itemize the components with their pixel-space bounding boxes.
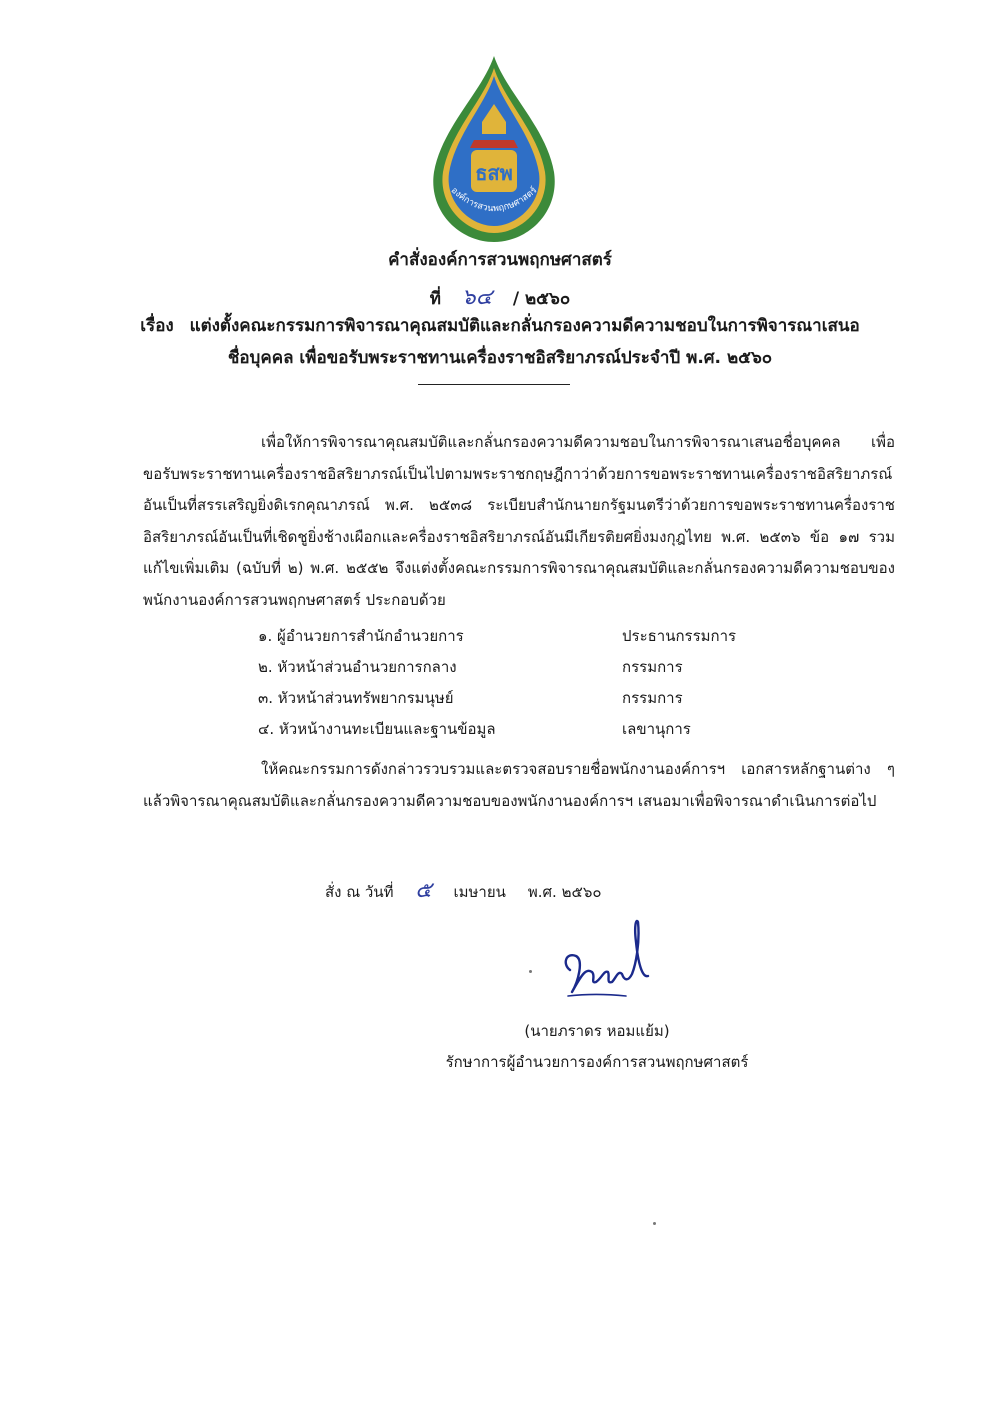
member-position: ๒. หัวหน้าส่วนอำนวยการกลาง bbox=[258, 657, 457, 676]
logo-text: องค์การสวนพฤกษศาสตร์ bbox=[448, 185, 540, 215]
document-title: คำสั่งองค์การสวนพฤกษศาสตร์ bbox=[388, 250, 612, 270]
subject-block bbox=[0, 310, 1000, 374]
ink-dot bbox=[529, 970, 532, 973]
number-prefix: ที่ bbox=[429, 289, 441, 309]
list-item bbox=[258, 651, 778, 682]
member-position: ๑. ผู้อำนวยการสำนักอำนวยการ bbox=[258, 626, 464, 645]
subject-line-1: แต่งตั้งคณะกรรมการพิจารณาคุณสมบัติและกลั่นกรองความดีความชอบในการพิจารณาเสนอ bbox=[189, 316, 860, 336]
list-item bbox=[258, 713, 778, 744]
member-role: กรรมการ bbox=[622, 688, 683, 707]
member-role: กรรมการ bbox=[622, 657, 683, 676]
svg-text:ธสพ: ธสพ bbox=[475, 161, 513, 185]
subject-label: เรื่อง bbox=[140, 316, 174, 336]
list-item bbox=[258, 682, 778, 713]
title-divider bbox=[418, 384, 570, 385]
member-role: เลขานุการ bbox=[622, 719, 691, 738]
paragraph-2-text: ให้คณะกรรมการดังกล่าวรวบรวมและตรวจสอบรายชื่อพนักงานองค์การฯ เอกสารหลักฐานต่าง ๆ แล้วพิจารณาคุณสมบัติและกลั่นกรองความดีความชอบของพนักงานองค์การฯ เสนอมาเพื่อพิจารณาดำเนินการต่อไป bbox=[143, 760, 895, 810]
subject-line-2: ชื่อบุคคล เพื่อขอรับพระราชทานเครื่องราชอิสริยาภรณ์ประจำปี พ.ศ. ๒๕๖๐ bbox=[227, 348, 773, 368]
number-suffix: / ๒๕๖๐ bbox=[512, 289, 571, 309]
committee-list bbox=[258, 620, 778, 744]
signature bbox=[556, 912, 656, 1004]
signer-name: (นายภราดร หอมแย้ม) bbox=[524, 1022, 670, 1040]
member-position: ๓. หัวหน้าส่วนทรัพยากรมนุษย์ bbox=[258, 688, 454, 707]
paragraph-1-text: เพื่อให้การพิจารณาคุณสมบัติและกลั่นกรองความดีความชอบในการพิจารณาเสนอชื่อบุคคล เพื่อขอรับพระราชทานเครื่องราชอิสริยาภรณ์เป็นไปตามพระราชกฤษฎีกาว่าด้วยการขอพระราชทานเครื่องราชอิสริยาภรณ์อันเป็นที่สรรเสริญยิ่งดิเรกคุณาภรณ์ พ.ศ. ๒๕๓๘ ระเบียบสำนักนายกรัฐมนตรีว่าด้วยการขอพระราชทานครื่องราชอิสริยาภรณ์อันเป็นที่เชิดชูยิ่งช้างเผือกและครื่องราชอิสริยาภรณ์อันมีเกียรติยศยิ่งมงกุฎไทย พ.ศ. ๒๕๓๖ ข้อ ๑๗ รวมแก้ไขเพิ่มเติม (ฉบับที่ ๒) พ.ศ. ๒๕๕๒ จึงแต่งตั้งคณะกรรมการพิจารณาคุณสมบัติและกลั่นกรองความดีความชอบของพนักงานองค์การสวนพฤกษศาสตร์ ประกอบด้วย bbox=[143, 433, 895, 609]
date-month: เมษายน bbox=[453, 883, 506, 901]
body-paragraph-2 bbox=[143, 754, 895, 817]
signer-position: รักษาการผู้อำนวยการองค์การสวนพฤกษศาสตร์ bbox=[445, 1053, 749, 1071]
handwritten-order-number: ๖๔ bbox=[461, 285, 493, 310]
date-prefix: สั่ง ณ วันที่ bbox=[325, 883, 394, 901]
order-number bbox=[0, 279, 1000, 314]
stray-mark bbox=[653, 1222, 656, 1225]
handwritten-day: ๕ bbox=[415, 878, 432, 903]
list-item bbox=[258, 620, 778, 651]
date-year: พ.ศ. ๒๕๖๐ bbox=[527, 883, 602, 901]
body-paragraph-1 bbox=[143, 427, 895, 616]
organization-logo bbox=[424, 52, 564, 247]
order-date bbox=[325, 872, 602, 907]
member-role: ประธานกรรมการ bbox=[622, 626, 737, 645]
member-position: ๔. หัวหน้างานทะเบียนและฐานข้อมูล bbox=[258, 719, 496, 738]
